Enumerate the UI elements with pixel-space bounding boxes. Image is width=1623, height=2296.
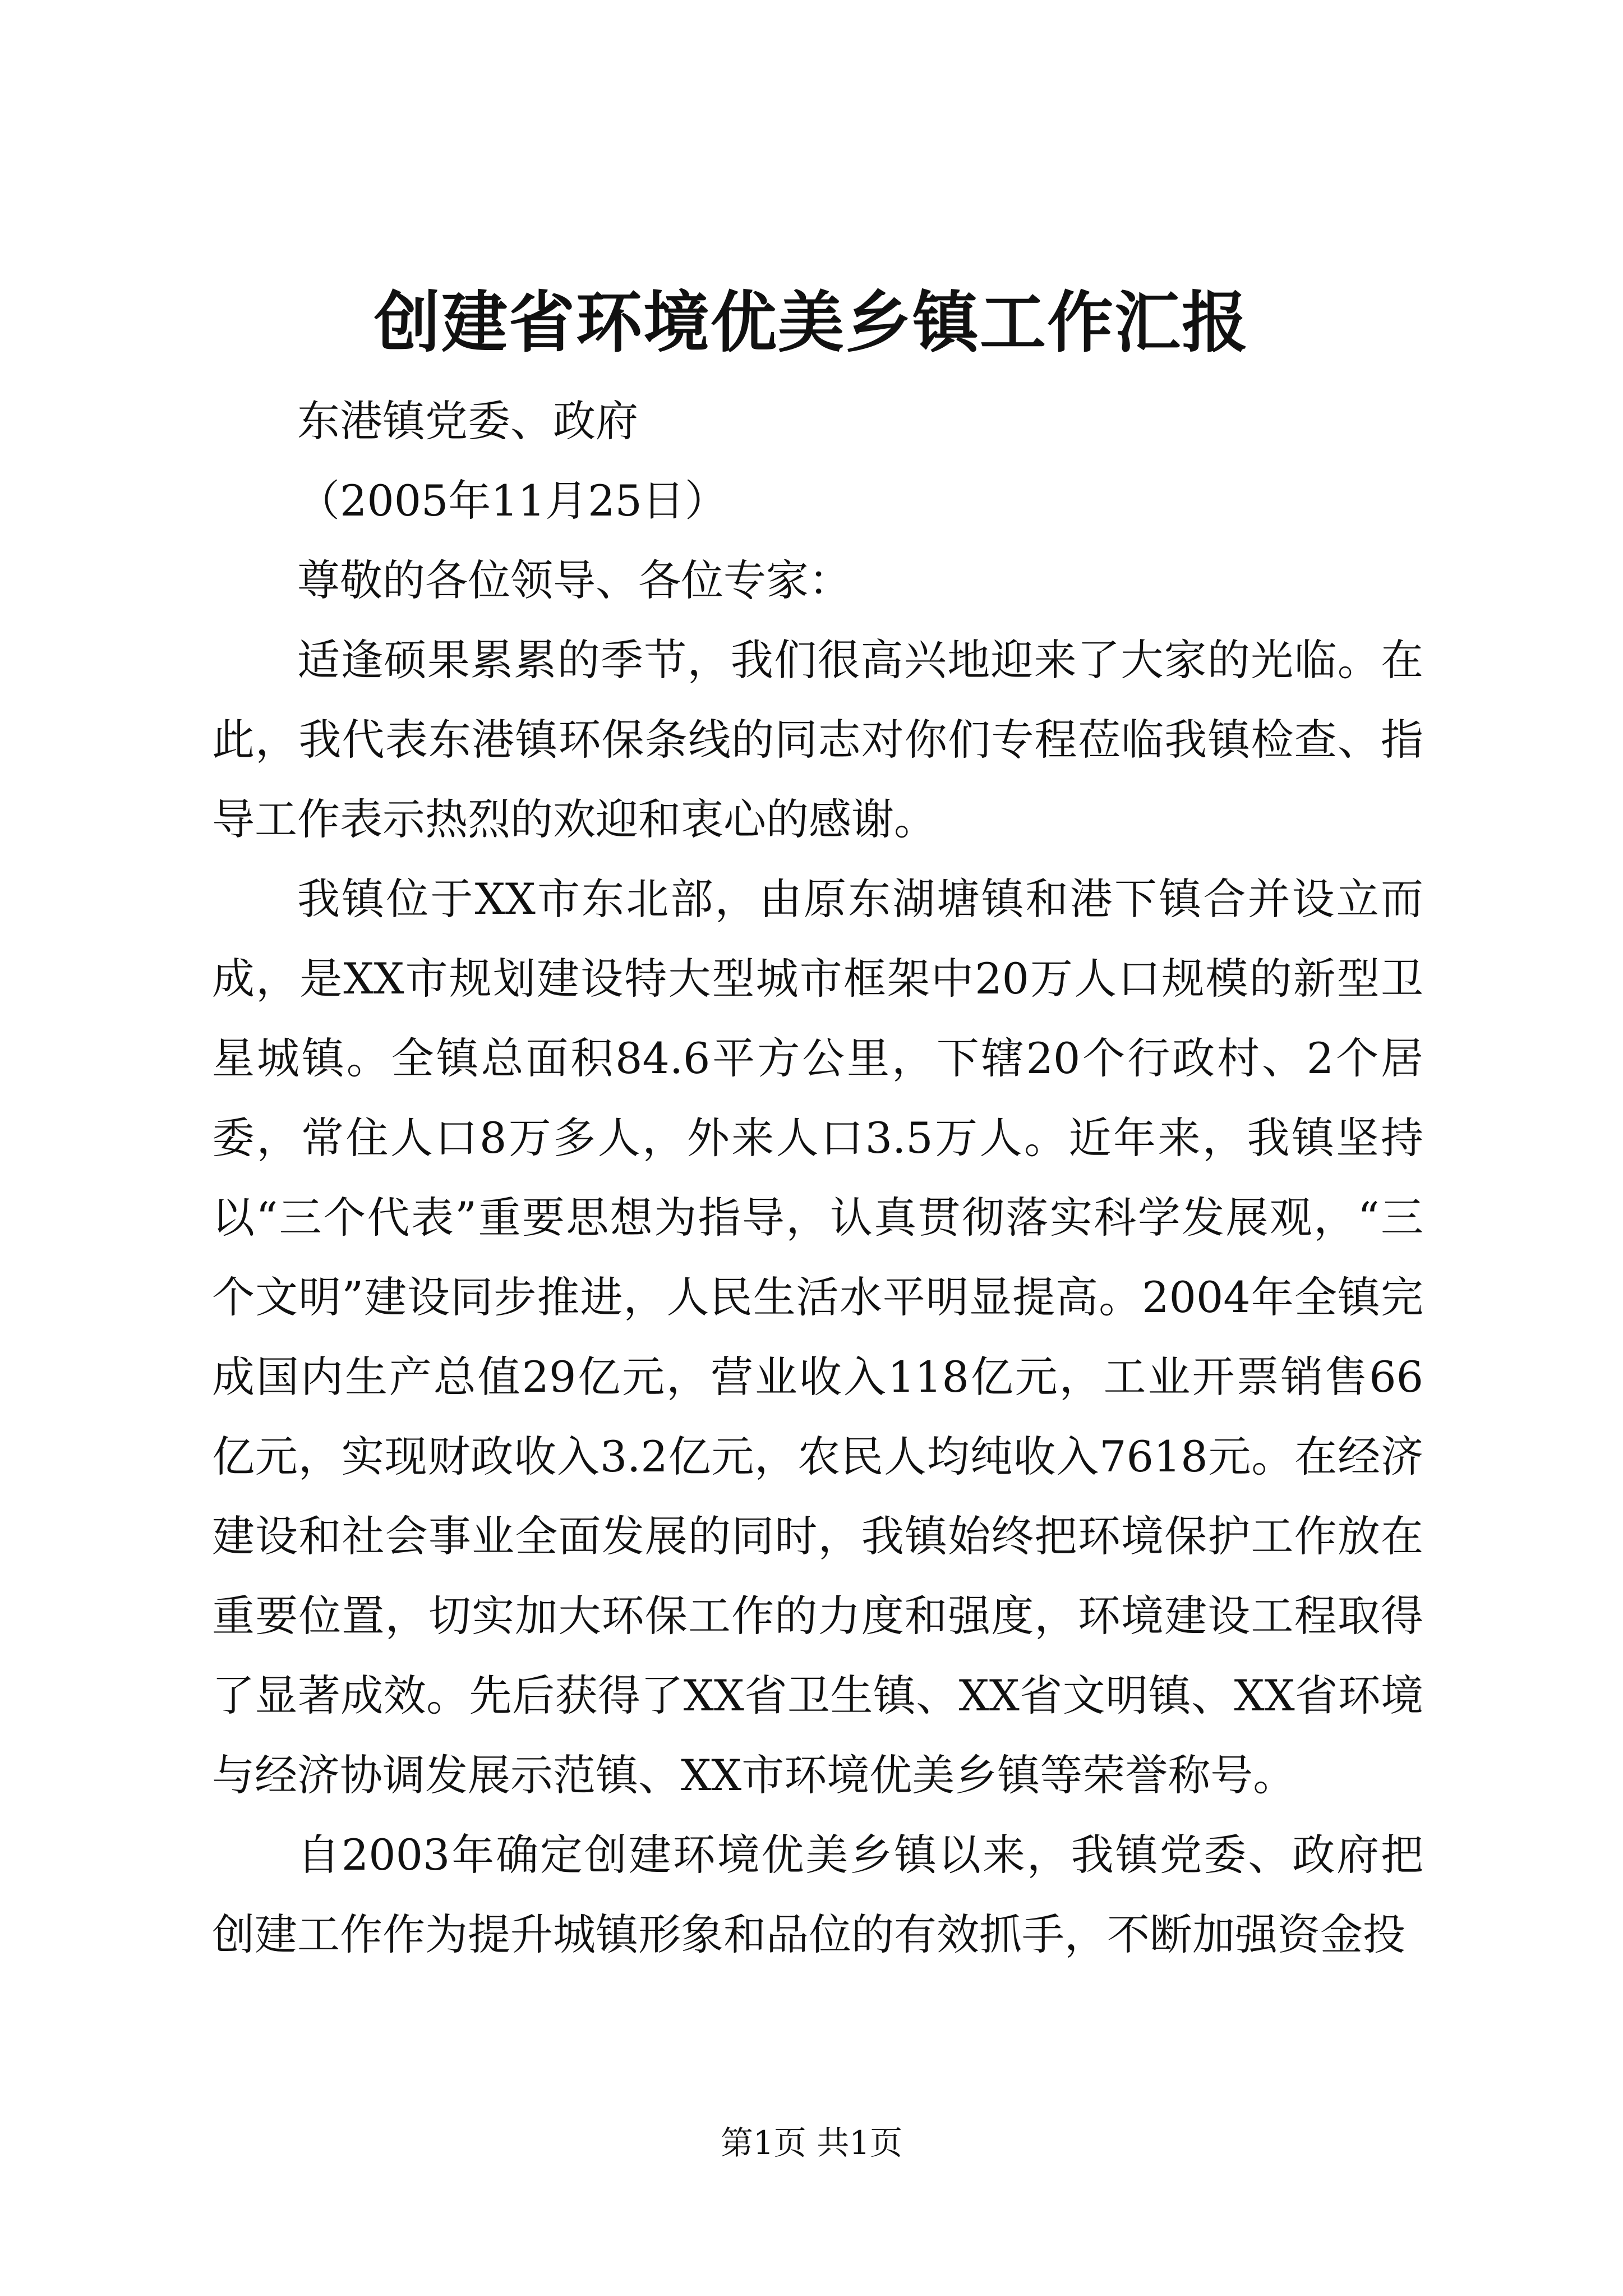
- salutation-line: 尊敬的各位领导、各位专家：: [297, 555, 851, 605]
- document-body: [212, 381, 1423, 1975]
- page-footer: 第1页 共1页: [720, 2124, 903, 2162]
- issuer-line: 东港镇党委、政府: [297, 396, 638, 446]
- paragraph-overview: 我镇位于XX市东北部，由原东湖塘镇和港下镇合并设立而成，是XX市规划建设特大型城市框架中20万人口规模的新型卫星城镇。全镇总面积84.6平方公里，下辖20个行政村、2个居委，常住人口8万多人，外来人口3.5万人。近年来，我镇坚持以“三个代表”重要思想为指导，认真贯彻落实科学发展观，“三个文明”建设同步推进，人民生活水平明显提高。2004年全镇完成国内生产总值29亿元，营业收入118亿元，工业开票销售66亿元，实现财政收入3.2亿元，农民人均纯收入7618元。在经济建设和社会事业全面发展的同时，我镇始终把环境保护工作放在重要位置，切实加大环保工作的力度和强度，环境建设工程取得了显著成效。先后获得了XX省卫生镇、XX省文明镇、XX省环境与经济协调发展示范镇、XX市环境优美乡镇等荣誉称号。: [212, 874, 1423, 1800]
- date-line: （2005年11月25日）: [297, 476, 727, 526]
- paragraph-welcome: 适逢硕果累累的季节，我们很高兴地迎来了大家的光临。在此，我代表东港镇环保条线的同志对你们专程莅临我镇检查、指导工作表示热烈的欢迎和衷心的感谢。: [212, 635, 1423, 844]
- document-title: 创建省环境优美乡镇工作汇报: [374, 283, 1249, 361]
- paragraph-creation: 自2003年确定创建环境优美乡镇以来，我镇党委、政府把创建工作作为提升城镇形象和品位的有效抓手，不断加强资金投: [212, 1830, 1423, 1959]
